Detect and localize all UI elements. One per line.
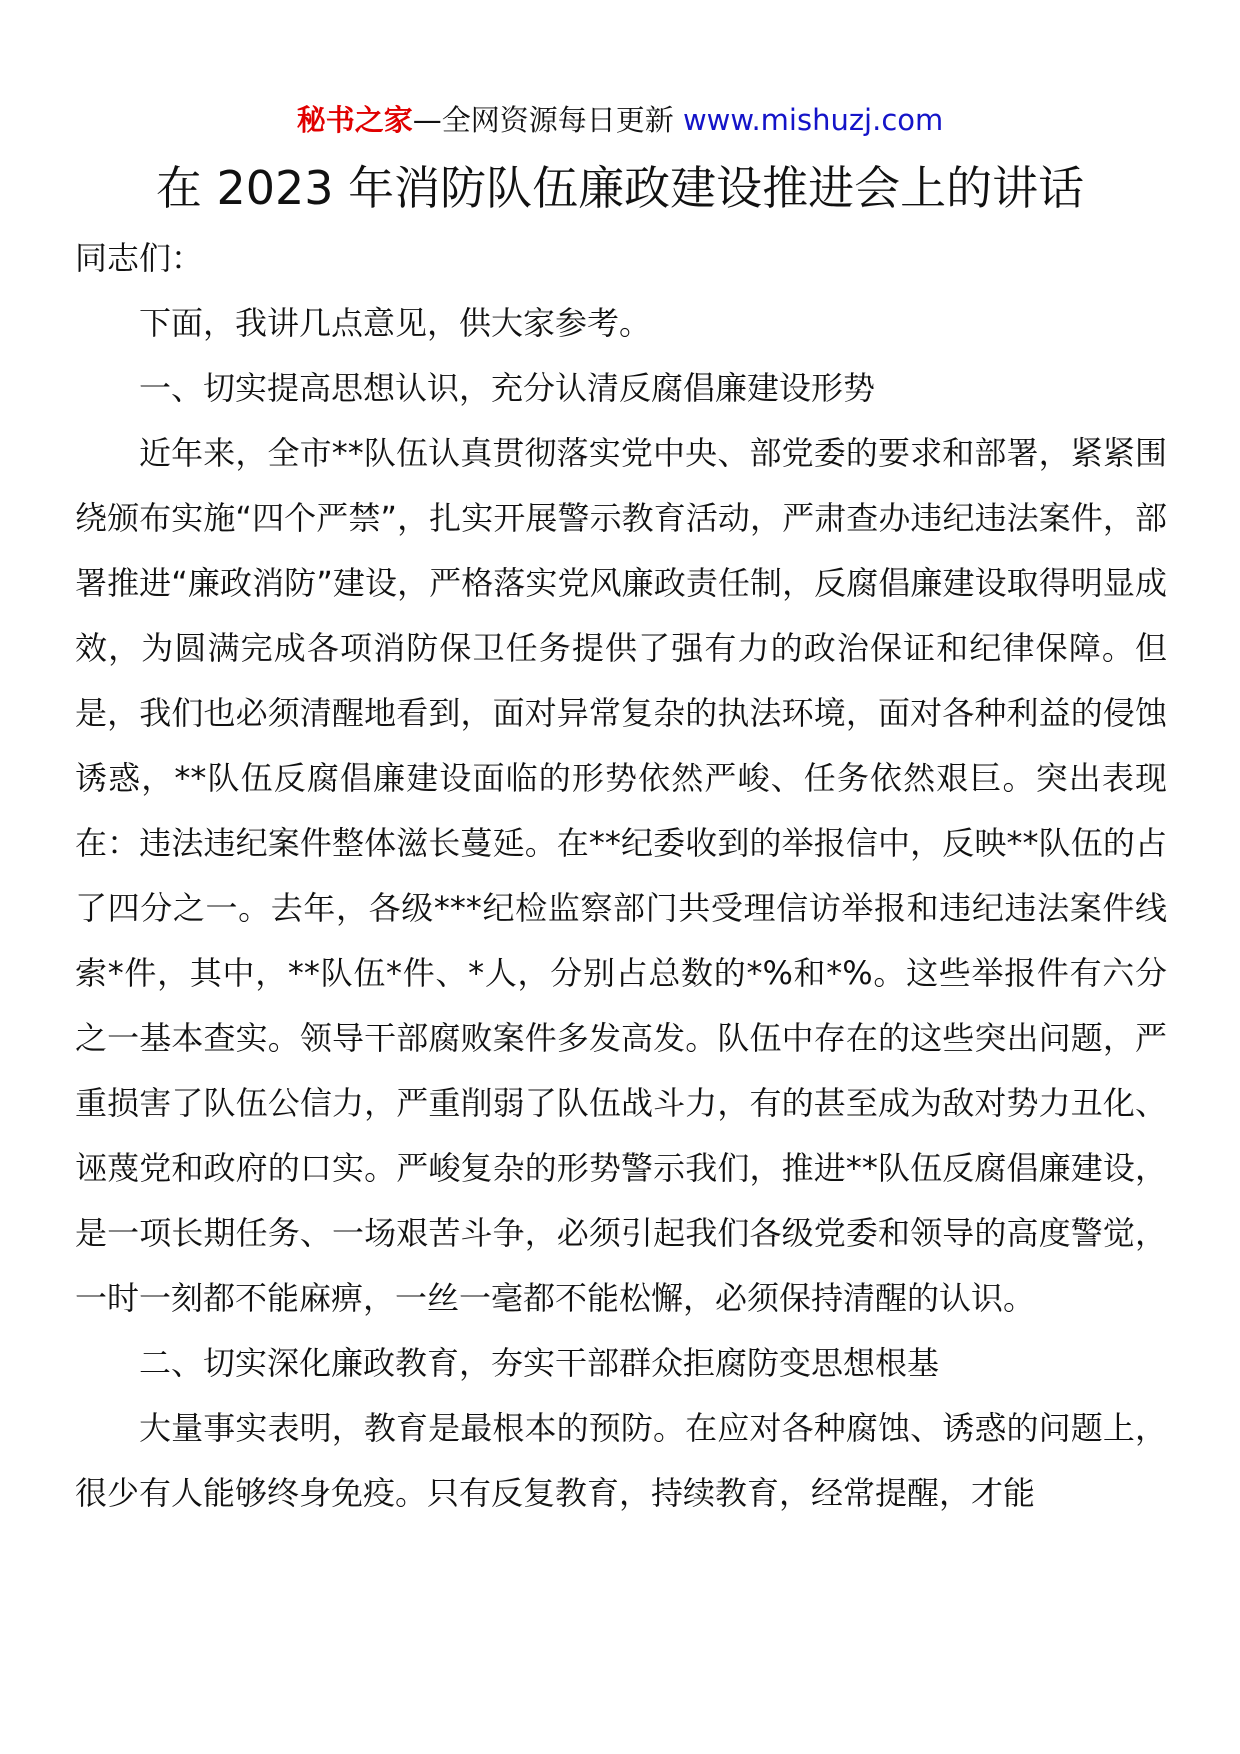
section-heading-1: 一、切实提高思想认识，充分认清反腐倡廉建设形势 [139,369,876,407]
section-body-2: 大量事实表明，教育是最根本的预防。在应对各种腐蚀、诱惑的问题上，很少有人能够终身免疫。只有反复教育，持续教育，经常提醒，才能 [75,1409,1167,1512]
salutation: 同志们： [75,239,204,277]
document-title: 在 2023 年消防队伍廉政建设推进会上的讲话 [155,161,1085,215]
header-banner [0,100,1240,140]
header-slogan: —全网资源每日更新 [412,103,683,137]
section-heading-2: 二、切实深化廉政教育，夯实干部群众拒腐防变思想根基 [139,1344,940,1382]
section-body-1: 近年来，全市**队伍认真贯彻落实党中央、部党委的要求和部署，紧紧围绕颁布实施“四个严禁”，扎实开展警示教育活动，严肃查办违纪违法案件，部署推进“廉政消防”建设，严格落实党风廉政责任制，反腐倡廉建设取得明显成效，为圆满完成各项消防保卫任务提供了强有力的政治保证和纪律保障。但是，我们也必须清醒地看到，面对异常复杂的执法环境，面对各种利益的侵蚀诱惑，**队伍反腐倡廉建设面临的形势依然严峻、任务依然艰巨。突出表现在：违法违纪案件整体滋长蔓延。在**纪委收到的举报信中，反映**队伍的占了四分之一。去年，各级***纪检监察部门共受理信访举报和违纪违法案件线索*件，其中，**队伍*件、*人，分别占总数的*%和*%。这些举报件有六分之一基本查实。领导干部腐败案件多发高发。队伍中存在的这些突出问题，严重损害了队伍公信力，严重削弱了队伍战斗力，有的甚至成为敌对势力丑化、诬蔑党和政府的口实。严峻复杂的形势警示我们，推进**队伍反腐倡廉建设，是一项长期任务、一场艰苦斗争，必须引起我们各级党委和领导的高度警觉，一时一刻都不能麻痹，一丝一毫都不能松懈，必须保持清醒的认识。 [75,434,1167,1317]
document-body [75,226,1167,1526]
intro-paragraph: 下面，我讲几点意见，供大家参考。 [139,304,652,342]
brand-name: 秘书之家 [296,103,413,137]
site-link[interactable]: www.mishuzj.com [682,103,944,137]
